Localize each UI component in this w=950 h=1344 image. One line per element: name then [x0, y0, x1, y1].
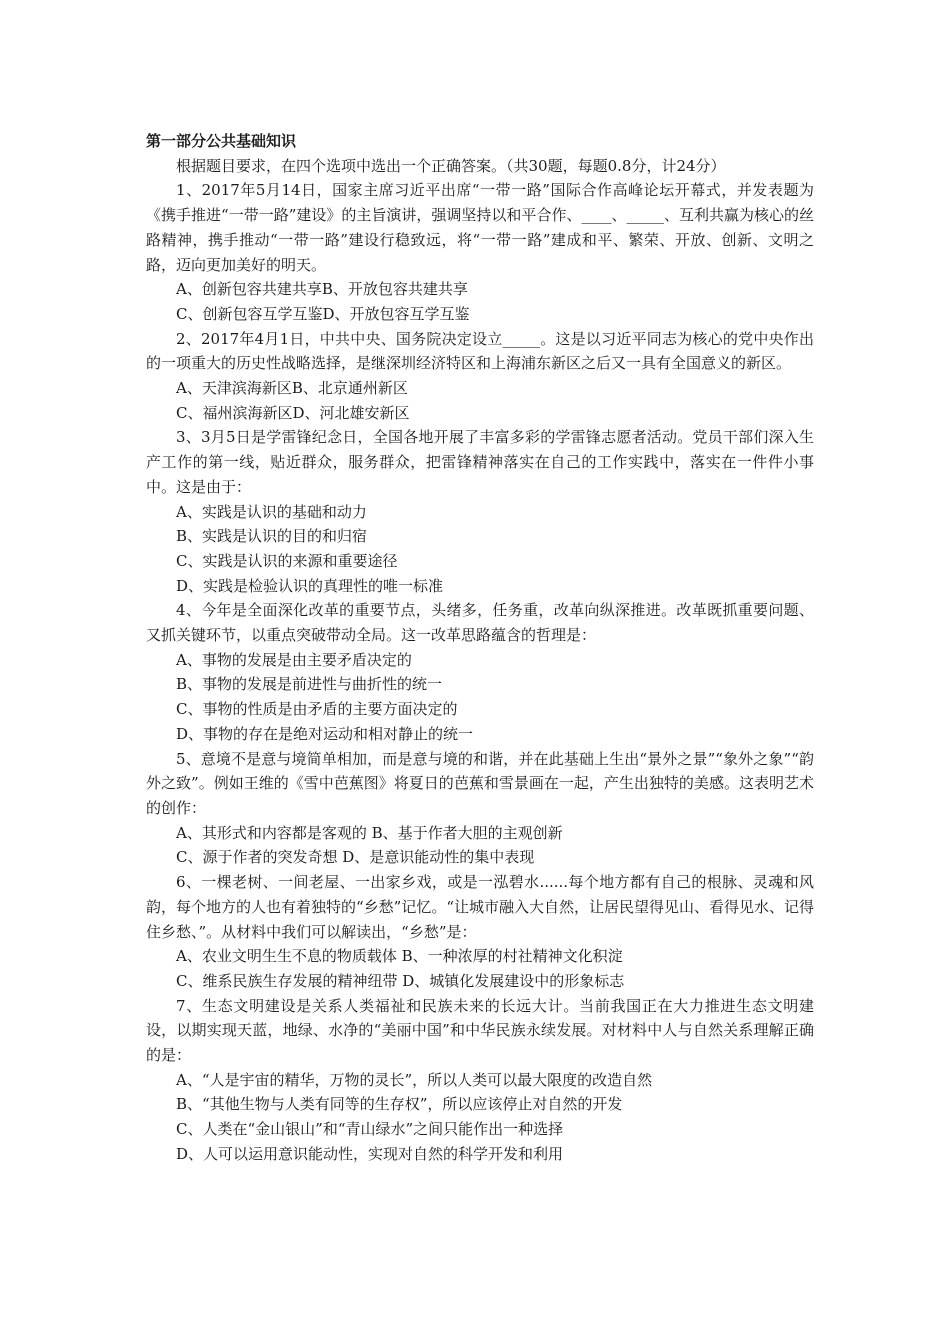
- answer-option: C、事物的性质是由矛盾的主要方面决定的: [176, 700, 458, 719]
- answer-option: A、天津滨海新区B、北京通州新区: [176, 379, 408, 398]
- answer-option: D、实践是检验认识的真理性的唯一标准: [176, 576, 444, 595]
- answer-option: B、事物的发展是前进性与曲折性的统一: [176, 675, 443, 694]
- answer-option: D、人可以运用意识能动性，实现对自然的科学开发和利用: [176, 1144, 564, 1163]
- instructions-paragraph: 根据题目要求，在四个选项中选出一个正确答案。（共30题，每题0.8分，计24分）: [176, 156, 726, 175]
- answer-option: C、创新包容互学互鉴D、开放包容互学互鉴: [176, 304, 470, 323]
- answer-option: C、源于作者的突发奇想 D、是意识能动性的集中表现: [176, 848, 535, 867]
- document-body: [146, 129, 814, 1167]
- answer-option: D、事物的存在是绝对运动和相对静止的统一: [176, 724, 474, 743]
- answer-option: B、“其他生物与人类有同等的生存权”，所以应该停止对自然的开发: [176, 1095, 623, 1114]
- question-stem: 1、2017年5月14日，国家主席习近平出席“一带一路”国际合作高峰论坛开幕式，并发表题为《携手推进“一带一路”建设》的主旨演讲，强调坚持以和平合作、____、_____、互利共赢为核心的丝路精神，携手推动“一带一路”建设行稳致远，将“一带一路”建成和平、繁荣、开放、创新、文明之路，迈向更加美好的明天。: [146, 181, 814, 274]
- answer-option: A、农业文明生生不息的物质载体 B、一种浓厚的村社精神文化积淀: [176, 947, 623, 966]
- answer-option: A、创新包容共建共享B、开放包容共建共享: [176, 280, 468, 299]
- question-stem: 5、意境不是意与境简单相加，而是意与境的和谐，并在此基础上生出“景外之景”“象外之象”“韵外之致”。例如王维的《雪中芭蕉图》将夏日的芭蕉和雪景画在一起，产生出独特的美感。这表明艺术的创作：: [146, 749, 814, 817]
- answer-option: C、维系民族生存发展的精神纽带 D、城镇化发展建设中的形象标志: [176, 971, 625, 990]
- question-1: [146, 178, 814, 326]
- answer-option: B、实践是认识的目的和归宿: [176, 527, 368, 546]
- question-4: [146, 598, 814, 746]
- question-stem: 6、一棵老树、一间老屋、一出家乡戏，或是一泓碧水......每个地方都有自己的根脉、灵魂和风韵，每个地方的人也有着独特的“乡愁”记忆。“让城市融入大自然，让居民望得见山、看得见水、记得住乡愁、”。从材料中我们可以解读出，“乡愁”是：: [146, 873, 815, 941]
- question-stem: 4、今年是全面深化改革的重要节点，头绪多，任务重，改革向纵深推进。改革既抓重要问题、又抓关键环节，以重点突破带动全局。这一改革思路蕴含的哲理是：: [146, 601, 814, 645]
- answer-option: C、人类在“金山银山”和“青山绿水”之间只能作出一种选择: [176, 1120, 564, 1139]
- question-stem: 7、生态文明建设是关系人类福祉和民族未来的长远大计。当前我国正在大力推进生态文明建设，以期实现天蓝，地绿、水净的“美丽中国”和中华民族永续发展。对材料中人与自然关系理解正确的是：: [146, 996, 814, 1065]
- section-title: 第一部分公共基础知识: [146, 132, 297, 150]
- question-7: [146, 994, 814, 1167]
- answer-option: C、福州滨海新区D、河北雄安新区: [176, 403, 410, 422]
- question-6: [146, 870, 814, 994]
- answer-option: A、其形式和内容都是客观的 B、基于作者大胆的主观创新: [176, 823, 563, 842]
- question-stem: 2、2017年4月1日，中共中央、国务院决定设立_____。这是以习近平同志为核心的党中央作出的一项重大的历史性战略选择，是继深圳经济特区和上海浦东新区之后又一具有全国意义的新区。: [146, 329, 814, 373]
- answer-option: C、实践是认识的来源和重要途径: [176, 551, 398, 570]
- question-2: [146, 327, 814, 426]
- answer-option: A、实践是认识的基础和动力: [176, 502, 367, 521]
- answer-option: A、事物的发展是由主要矛盾决定的: [176, 650, 412, 669]
- question-5: [146, 747, 814, 871]
- answer-option: A、“人是宇宙的精华，万物的灵长”，所以人类可以最大限度的改造自然: [176, 1070, 653, 1089]
- question-3: [146, 425, 814, 598]
- question-stem: 3、3月5日是学雷锋纪念日，全国各地开展了丰富多彩的学雷锋志愿者活动。党员干部们深入生产工作的第一线，贴近群众，服务群众，把雷锋精神落实在自己的工作实践中，落实在一件件小事中。这是由于：: [146, 428, 814, 496]
